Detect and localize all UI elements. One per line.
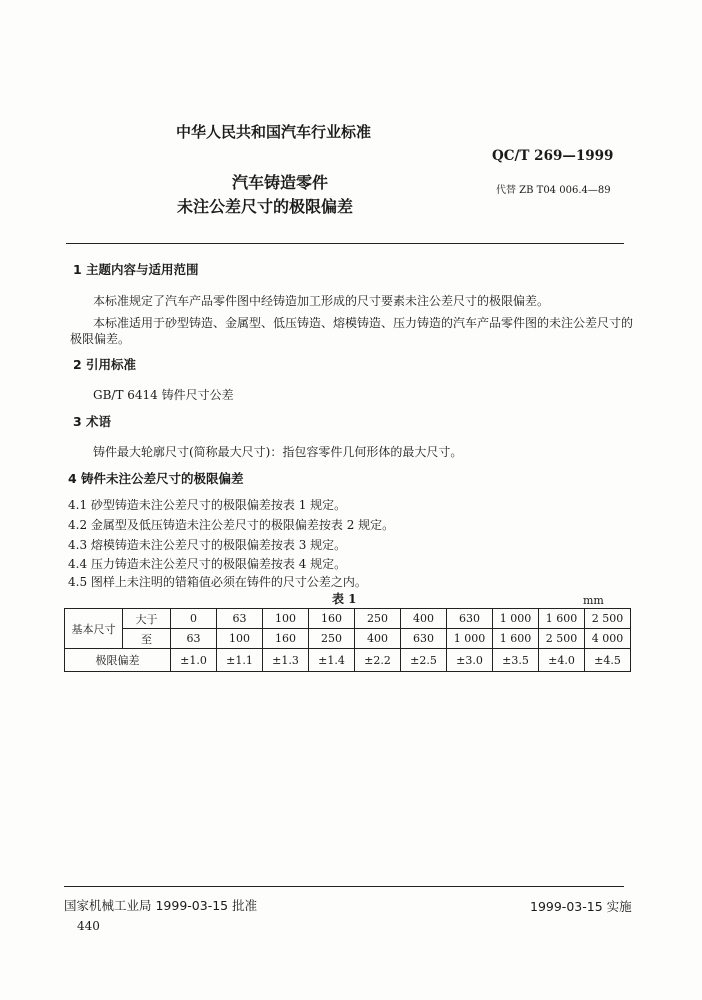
table-row-over [65,609,631,629]
section-4-item: 4.3 熔模铸造未注公差尺寸的极限偏差按表 3 规定。 [68,538,347,552]
table-caption: 表 1 [332,592,357,606]
table-cell: ±2.5 [401,649,447,672]
section-1-para-2: 本标准适用于砂型铸造、金属型、低压铸造、熔模铸造、压力铸造的汽车产品零件图的未注公差尺寸的 [93,316,634,330]
table-cell: 63 [171,629,217,649]
title-line-2: 未注公差尺寸的极限偏差 [177,197,354,216]
table-cell: ±3.0 [447,649,493,672]
table-cell: 400 [401,609,447,629]
label-over: 大于 [123,609,171,629]
table-cell: 160 [309,609,355,629]
row-header-basic-size: 基本尺寸 [65,609,123,649]
section-3-para: 铸件最大轮廓尺寸(简称最大尺寸)：指包容零件几何形体的最大尺寸。 [93,445,463,459]
table-unit: mm [583,594,604,607]
table-cell: 1 000 [493,609,539,629]
table-cell: ±1.4 [309,649,355,672]
footer-rule [64,886,624,887]
table-cell: 1 600 [493,629,539,649]
section-1-para-1: 本标准规定了汽车产品零件图中经铸造加工形成的尺寸要素未注公差尺寸的极限偏差。 [93,294,550,308]
tolerance-table [64,608,631,672]
replaces-note: 代替 ZB T04 006.4—89 [496,185,611,196]
table-cell: 100 [263,609,309,629]
table-cell: ±3.5 [493,649,539,672]
section-1-heading: 1 主题内容与适用范围 [73,262,199,277]
table-cell: ±1.0 [171,649,217,672]
table-cell: 1 600 [539,609,585,629]
section-3-heading: 3 术语 [73,414,112,429]
table-cell: 250 [309,629,355,649]
row-header-deviation: 极限偏差 [65,649,171,672]
section-4-item: 4.2 金属型及低压铸造未注公差尺寸的极限偏差按表 2 规定。 [68,518,395,532]
section-4-item: 4.1 砂型铸造未注公差尺寸的极限偏差按表 1 规定。 [68,498,347,512]
table-cell: ±4.0 [539,649,585,672]
section-2-reference: GB/T 6414 铸件尺寸公差 [93,388,234,402]
approval-note: 国家机械工业局 1999-03-15 批准 [64,898,258,913]
table-cell: ±2.2 [355,649,401,672]
table-cell: 63 [217,609,263,629]
table-cell: 400 [355,629,401,649]
table-cell: 1 000 [447,629,493,649]
table-cell: 100 [217,629,263,649]
section-2-heading: 2 引用标准 [73,357,137,372]
table-cell: ±4.5 [585,649,631,672]
table-cell: 2 500 [585,609,631,629]
implementation-note: 1999-03-15 实施 [530,899,632,914]
header-org: 中华人民共和国汽车行业标准 [176,123,372,141]
table-cell: 160 [263,629,309,649]
section-1-para-2-cont: 极限偏差。 [70,332,131,346]
section-4-item: 4.4 压力铸造未注公差尺寸的极限偏差按表 4 规定。 [68,557,347,571]
table-cell: 4 000 [585,629,631,649]
table-cell: 630 [401,629,447,649]
title-line-1: 汽车铸造零件 [232,173,329,192]
header-rule [66,243,624,244]
label-to: 至 [123,629,171,649]
standard-number: QC/T 269—1999 [492,148,614,164]
page-number: 440 [77,919,100,933]
section-4-item: 4.5 图样上未注明的错箱值必须在铸件的尺寸公差之内。 [68,575,367,589]
table-cell: 0 [171,609,217,629]
table-cell: ±1.1 [217,649,263,672]
table-cell: 630 [447,609,493,629]
section-4-heading: 4 铸件未注公差尺寸的极限偏差 [68,471,244,486]
table-row-deviation [65,649,631,672]
table-cell: ±1.3 [263,649,309,672]
table-cell: 250 [355,609,401,629]
table-cell: 2 500 [539,629,585,649]
table-row-to [65,629,631,649]
